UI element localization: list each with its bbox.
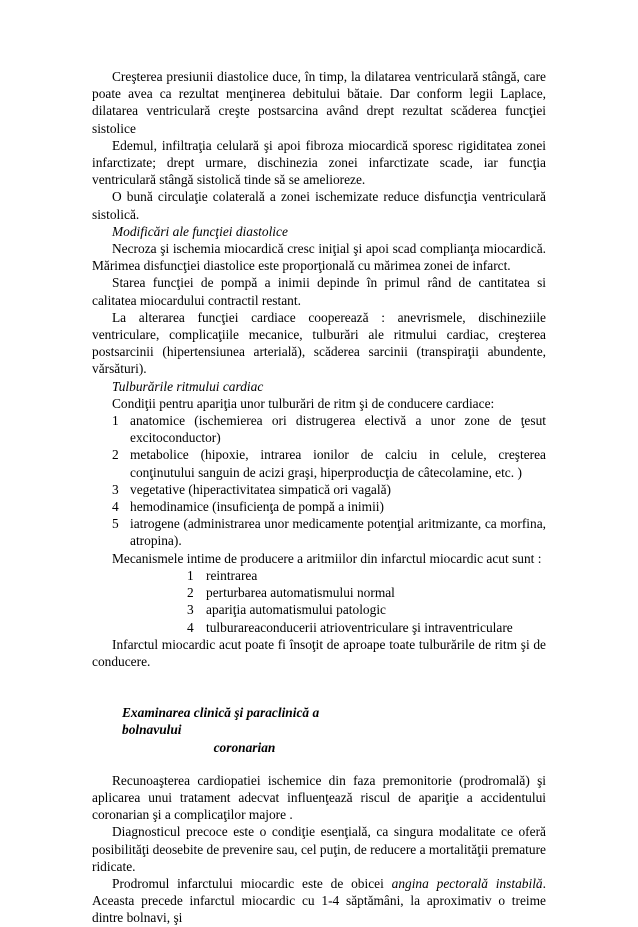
list-item <box>92 601 546 618</box>
conditions-intro: Condiţii pentru apariţia unor tulburări de ritm şi de conducere cardiace: <box>112 395 495 411</box>
list-item <box>92 446 546 480</box>
list-item <box>92 584 546 601</box>
paragraph: Creşterea presiunii diastolice duce, în timp, la dilatarea ventriculară stângă, care poate avea ca rezultat menţinerea debitului bătaie. Dar conform legii Laplace, dilatarea ventriculară creşte postsarcina având drept rezultat scăderea funcţiei sistolice <box>92 69 546 136</box>
paragraph: La alterarea funcţiei cardiace cooperează : anevrismele, dischineziile ventriculare, complicaţiile mecanice, tulburări ale ritmului cardiac, creşterea postsarcinii (hipertensiunea arterială), scăderea sarcinii (transpiraţii abundente, vărsături). <box>92 309 546 377</box>
list-item <box>92 515 546 549</box>
list-text: apariţia automatismului patologic <box>206 602 386 618</box>
list-item <box>92 412 546 446</box>
list-text: perturbarea automatismului normal <box>206 585 395 601</box>
list-number: 5 <box>112 516 119 532</box>
list-text: anatomice (ischemierea ori distrugerea electivă a unor zone de ţesut excitoconductor) <box>130 413 546 446</box>
paragraph: Recunoaşterea cardiopatiei ischemice din faza premonitorie (prodromală) şi aplicarea unui tratament adecvat influenţează riscul de apariţie a accidentului coronarian şi a complicaţilor majore . <box>92 772 546 823</box>
list-text: metabolice (hipoxie, intrarea ionilor de calciu in celule, creşterea conţinutului sanguin de acizi graşi, hiperproducţia de câtecolamine, etc. ) <box>130 447 546 480</box>
prodrome-prefix: Prodromul infarctului miocardic este de obicei <box>112 875 392 891</box>
subheading-diastolic: Modificări ale funcţiei diastolice <box>112 223 288 239</box>
prodrome-suffix: . Aceasta precede infarctul miocardic cu 1-4 săptămâni, la aproximativ o treime dintre bolnavi, şi <box>92 875 546 926</box>
list-text: tulburareaconducerii atrioventriculare şi intraventriculare <box>206 619 513 635</box>
section-title-line2: coronarian <box>213 739 276 755</box>
subheading-rhythm: Tulburările ritmului cardiac <box>112 378 264 394</box>
paragraph: Necroza şi ischemia miocardică cresc iniţial şi apoi scad complianţa miocardică. Mărimea disfuncţiei diastolice este proporţională cu mărimea zonei de infarct. <box>92 241 546 274</box>
list-text: hemodinamice (insuficienţa de pompă a inimii) <box>130 499 384 515</box>
paragraph: Starea funcţiei de pompă a inimii depinde în primul rând de cantitatea si calitatea miocardului contractil restant. <box>92 275 546 308</box>
list-number: 4 <box>112 499 119 515</box>
prodrome-italic: angina pectorală instabilă <box>391 875 543 891</box>
list-item <box>92 481 546 498</box>
section-title-line1: Examinarea clinică şi paraclinică a bolnavului <box>122 705 320 738</box>
list-number: 1 <box>112 413 119 429</box>
paragraph: Diagnosticul precoce este o condiţie esenţială, ca singura modalitate ce oferă posibilităţi deosebite de prevenire sau, cel puţin, de reducere a mortalităţii premature ridicate. <box>92 824 546 874</box>
list-number: 2 <box>187 585 194 601</box>
paragraph: O bună circulaţie colaterală a zonei ischemizate reduce disfuncţia ventriculară sistolică. <box>92 189 546 222</box>
list-text: vegetative (hiperactivitatea simpatică ori vagală) <box>130 481 391 497</box>
paragraph: Infarctul miocardic acut poate fi însoţit de aproape toate tulburările de ritm şi de conducere. <box>92 636 546 669</box>
list-text: iatrogene (administrarea unor medicamente potenţial aritmizante, ca morfina, atropina). <box>130 516 546 549</box>
list-number: 1 <box>187 567 194 583</box>
paragraph: Edemul, infiltraţia celulară şi apoi fibroza miocardică sporesc rigiditatea zonei infarctizate; drept urmare, dischinezia zonei infarctizate scade, iar funcţia ventriculară stângă sistolică tinde să se amelioreze. <box>92 137 546 188</box>
list-item <box>92 498 546 515</box>
list-number: 3 <box>187 602 194 618</box>
list-number: 4 <box>187 619 194 635</box>
list-number: 3 <box>112 481 119 497</box>
list-number: 2 <box>112 447 119 463</box>
paragraph-prodrome <box>92 875 546 927</box>
mechanisms-intro: Mecanismele intime de producere a aritmiilor din infarctul miocardic acut sunt : <box>112 550 542 566</box>
mechanisms-list <box>92 567 546 636</box>
conditions-list <box>92 412 546 550</box>
list-item <box>92 619 546 636</box>
list-text: reintrarea <box>206 567 258 583</box>
list-item <box>92 567 546 584</box>
section-title <box>92 704 367 756</box>
